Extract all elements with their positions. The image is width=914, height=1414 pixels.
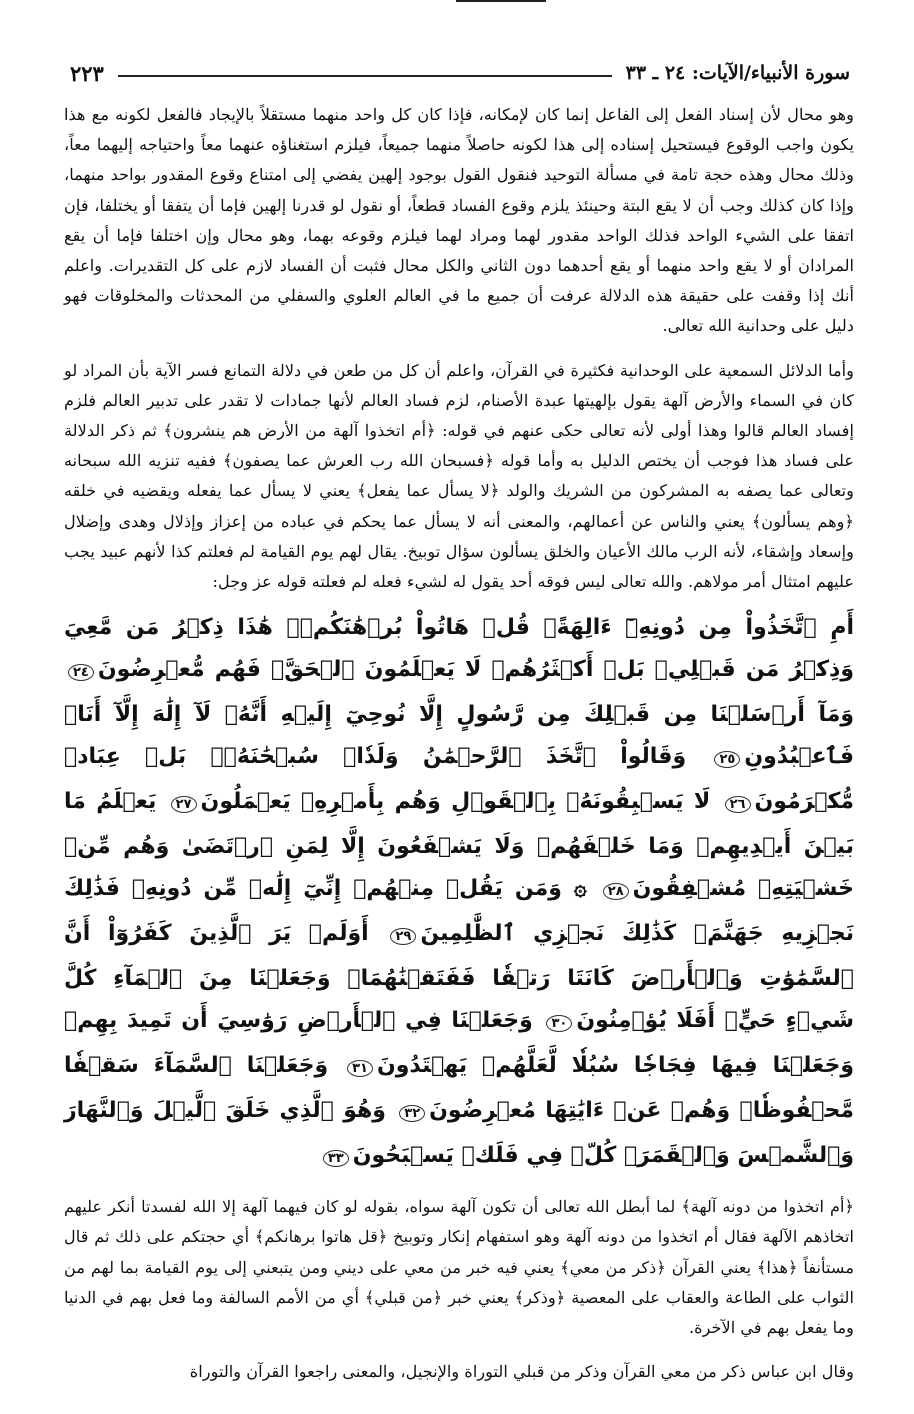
paragraph: وأما الدلائل السمعية على الوحدانية فكثيرة في القرآن، واعلم أن كل من طعن في دلالة التمانع فسر الآية بأن المراد لو كان في السماء والأرض آلهة يقول بإلهيتها عبدة الأصنام، لزم فساد العالم لأنها جمادات لا تقدر على تدبير العالم فلزم إفساد العالم قالوا وهذا أولى لأنه تعالى حكى عنهم في قوله: ﴿أم اتخذوا آلهة من الأرض هم ينشرون﴾ ثم ذكر الدلالة على فساد هذا فوجب أن يختص الدليل به وأما قوله ﴿فسبحان الله رب العرش عما يصفون﴾ ففيه تنزيه الله سبحانه وتعالى عما يصفه به المشركون من الشريك والولد ﴿لا يسأل عما يفعل﴾ يعني لا يسأل عما يفعله ويقضيه في خلقه ﴿وهم يسألون﴾ يعني والناس عن أعمالهم، والمعنى أنه لا يسأل عما يحكم في عباده من إعزاز وإذلال وهدى وإضلال وإسعاد وإشقاء، لأنه الرب مالك الأعيان والخلق يسألون سؤال توبيخ. يقال لهم يوم القيامة لم فعلتم كذا لأنهم عبيد يجب عليهم امتثال أمر مولاهم. والله تعالى ليس فوقه أحد يقول له لشيء فعله لم فعلته قوله عز وجل: bbox=[64, 360, 854, 592]
verse-number-icon: ٣٢ bbox=[399, 1105, 425, 1122]
verse-text: وَجَعَلۡنَا ٱلسَّمَآءَ سَقۡفٗا مَّحۡفُوظٗاۖ وَهُمۡ عَنۡ ءَايَٰتِهَا مُعۡرِضُونَ bbox=[64, 1053, 854, 1124]
verse-text: وَقَالُواْ ٱتَّخَذَ ٱلرَّحۡمَٰنُ وَلَدٗاۗ سُبۡحَٰنَهُۥۚ بَلۡ عِبَادٞ مُّكۡرَمُونَ bbox=[64, 744, 854, 815]
verse-number-icon: ٣٣ bbox=[323, 1150, 349, 1167]
verse-text: يَعۡلَمُ مَا بَيۡنَ أَيۡدِيهِمۡ وَمَا خَلۡفَهُمۡ وَلَا يَشۡفَعُونَ إِلَّا لِمَنِ ٱرۡتَضَىٰ وَهُم مِّنۡ خَشۡيَتِهِۦ مُشۡفِقُونَ bbox=[64, 789, 854, 902]
page-body bbox=[64, 100, 854, 1387]
verse-number-icon: ٢٥ bbox=[714, 751, 740, 768]
paragraph: وقال ابن عباس ذكر من معي القرآن وذكر من قبلي التوراة والإنجيل، والمعنى راجعوا القرآن والتوراة bbox=[189, 1362, 854, 1382]
running-title: سورة الأنبياء/الآيات: ٢٤ ـ ٣٣ bbox=[625, 62, 850, 84]
verse-text: أَمِ ٱتَّخَذُواْ مِن دُونِهِۦٓ ءَالِهَةًۖ قُلۡ هَاتُواْ بُرۡهَٰنَكُمۡۖ هَٰذَا ذِكۡرُ مَن مَّعِيَ وَذِكۡرُ مَن قَبۡلِيۚ بَلۡ أَكۡثَرُهُمۡ لَا يَعۡلَمُونَ ٱلۡحَقَّۖ فَهُم مُّعۡرِضُونَ bbox=[64, 615, 854, 683]
header-rule bbox=[118, 75, 612, 77]
verse-27 bbox=[167, 789, 711, 814]
verse-number-icon: ٢٧ bbox=[171, 796, 197, 813]
paragraph: ﴿أم اتخذوا من دونه آلهة﴾ لما أبطل الله تعالى أن تكون آلهة سواه، بقوله لو كان فيهما آلهة إلا الله لفسدتا أنكر عليهم اتخاذهم الآلهة فقال أم اتخذوا من دونه آلهة وهو استفهام إنكار وتوبيخ ﴿قل هاتوا برهانكم﴾ أي حجتكم على ذلك ثم قال مستأنفاً ﴿هذا﴾ يعني القرآن ﴿ذكر من معي﴾ يعني فيه خبر من معي على ديني ومن يتبعني إلى يوم القيامة بما لهم من الثواب على الطاعة والعقاب على المعصية ﴿وذكر﴾ يعني خبر ﴿من قبلي﴾ أي من الأمم السالفة وما فعل بهم في الدنيا وما يفعل بهم في الآخرة. bbox=[64, 1197, 854, 1338]
verse-number-icon: ٢٨ bbox=[603, 883, 629, 900]
verse-text: وَمَآ أَرۡسَلۡنَا مِن قَبۡلِكَ مِن رَّسُولٍ إِلَّا نُوحِيٓ إِلَيۡهِ أَنَّهُۥ لَآ إِلَٰهَ إِلَّآ أَنَا۠ فَٱعۡبُدُونِ bbox=[64, 702, 854, 770]
verse-text: وَهُوَ ٱلَّذِي خَلَقَ ٱلَّيۡلَ وَٱلنَّهَارَ وَٱلشَّمۡسَ وَٱلۡقَمَرَۖ كُلّٞ فِي فَلَكٖ يَسۡبَحُونَ bbox=[64, 1098, 854, 1169]
page-number: ٢٢٣ bbox=[70, 60, 104, 86]
verse-24 bbox=[64, 615, 854, 682]
top-rule bbox=[456, 0, 546, 2]
page-header bbox=[70, 58, 850, 88]
verse-number-icon: ٢٦ bbox=[725, 796, 751, 813]
verse-text: وَجَعَلۡنَا فِي ٱلۡأَرۡضِ رَوَٰسِيَ أَن تَمِيدَ بِهِمۡ وَجَعَلۡنَا فِيهَا فِجَاجٗا سُبُلٗا لَّعَلَّهُمۡ يَهۡتَدُونَ bbox=[64, 1008, 854, 1079]
verse-text: ۞ وَمَن يَقُلۡ مِنۡهُمۡ إِنِّيٓ إِلَٰهٞ مِّن دُونِهِۦ فَذَٰلِكَ نَجۡزِيهِ جَهَنَّمَۚ كَذَٰلِكَ نَجۡزِي ٱلظَّٰلِمِينَ bbox=[64, 876, 855, 947]
verse-number-icon: ٢٩ bbox=[390, 928, 416, 945]
verse-text: لَا يَسۡبِقُونَهُۥ بِٱلۡقَوۡلِ وَهُم بِأَمۡرِهِۦ يَعۡمَلُونَ bbox=[200, 789, 711, 815]
verse-text: أَوَلَمۡ يَرَ ٱلَّذِينَ كَفَرُوٓاْ أَنَّ ٱلسَّمَٰوَٰتِ وَٱلۡأَرۡضَ كَانَتَا رَتۡقٗا فَفَتَقۡنَٰهُمَاۖ وَجَعَلۡنَا مِنَ ٱلۡمَآءِ كُلَّ شَيۡءٍ حَيٍّۚ أَفَلَا يُؤۡمِنُونَ bbox=[64, 921, 854, 1034]
verse-number-icon: ٢٤ bbox=[68, 664, 94, 681]
verse-number-icon: ٣٠ bbox=[546, 1015, 572, 1032]
verse-number-icon: ٣١ bbox=[347, 1060, 373, 1077]
quran-verses-block bbox=[64, 607, 854, 1180]
paragraph: وهو محال لأن إسناد الفعل إلى الفاعل إنما كان لإمكانه، فإذا كان كل واحد منهما مستقلاً بالإيجاد فالفعل لكونه مع هذا يكون واجب الوقوع فيستحيل إسناده إلى هذا لكونه حاصلاً منهما جميعاً، فيلزم استغناؤه عنهما معاً واحتياجه إليهما معاً، وذلك محال وهذه حجة تامة في مسألة التوحيد فنقول القول بوجود إلهين يفضي إلى امتناع وقوع المقدور بواحد منهما، وإذا كان كذلك وجب أن لا يقع البتة وحينئذ يلزم وقوع الفساد قطعاً، أو نقول لو قدرنا إلهين فإما أن يتفقا أو يختلفا، فإن اتفقا على الشيء الواحد فذلك الواحد مقدور لهما ومراد لهما فيلزم وقوعه بهما، وهو محال وإن اختلفا فإما أن يقع المرادان أو لا يقع واحد منهما أو يقع أحدهما دون الثاني والكل محال فثبت أن الفساد لازم على كل التقديرات. واعلم أنك إذا وقفت على حقيقة هذه الدلالة عرفت أن جميع ما في العالم العلوي والسفلي من المحدثات والمخلوقات فهو دليل على وحدانية الله تعالى. bbox=[64, 105, 854, 336]
